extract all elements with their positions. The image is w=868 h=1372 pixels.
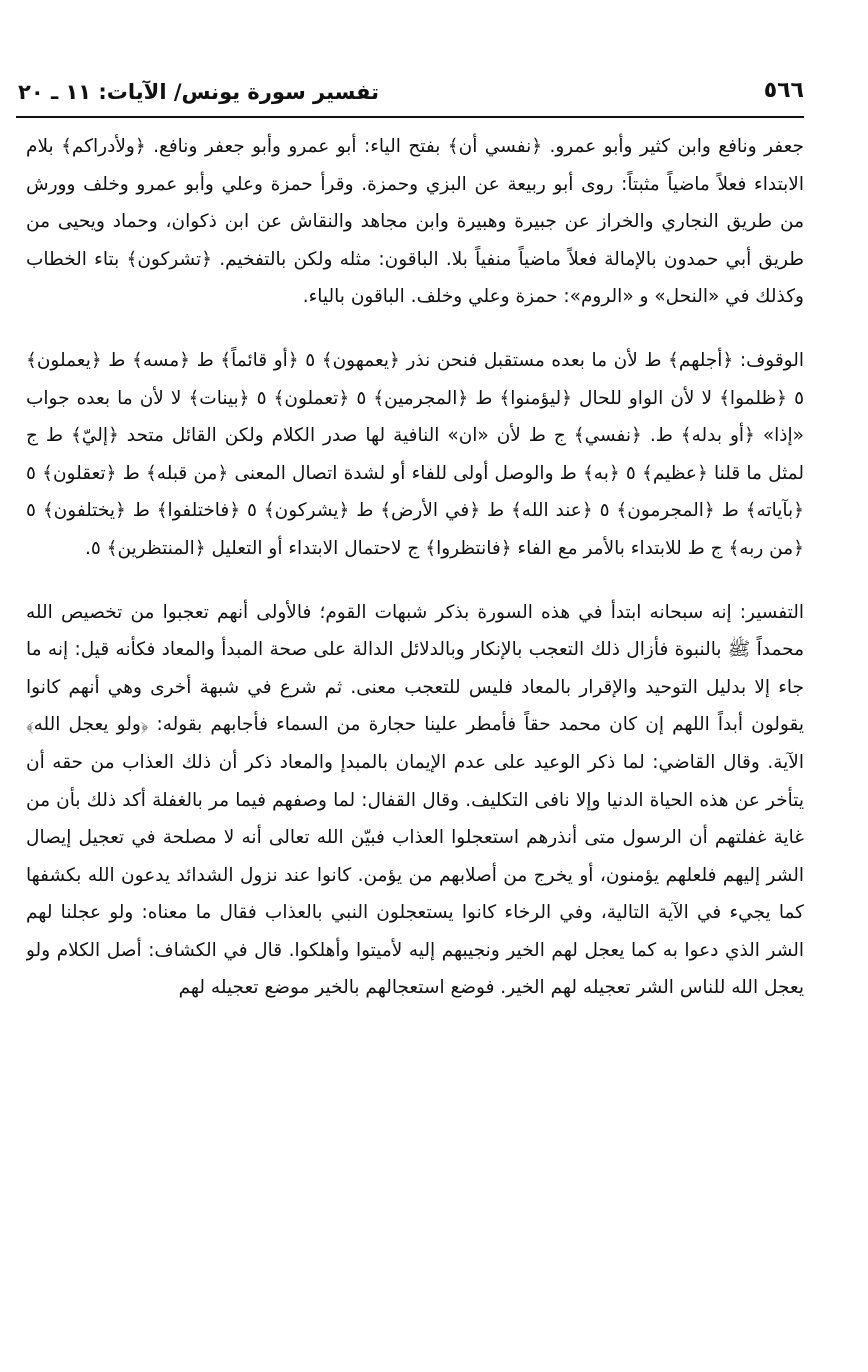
page-body [26, 128, 804, 1332]
wuquf-paragraph: الوقوف: ﴿أجلهم﴾ ط لأن ما بعده مستقبل فنحن نذر ﴿يعمهون﴾ ٥ ﴿أو قائماً﴾ ط ﴿مسه﴾ ط ﴿يعملون﴾ ٥ ﴿ظلموا﴾ لا لأن الواو للحال ﴿ليؤمنوا﴾ ط ﴿المجرمين﴾ ٥ ﴿تعملون﴾ ٥ ﴿بينات﴾ لا لأن ما بعده جواب «إذا» ﴿أو بدله﴾ ط. ﴿نفسي﴾ ج ط لأن «ان» النافية لها صدر الكلام ولكن القائل متحد ﴿إليّ﴾ ط ج لمثل ما قلنا ﴿عظيم﴾ ٥ ﴿به﴾ ط والوصل أولى للفاء أو لشدة اتصال المعنى ﴿من قبله﴾ ط ﴿تعقلون﴾ ٥ ﴿بآياته﴾ ط ﴿المجرمون﴾ ٥ ﴿عند الله﴾ ط ﴿في الأرض﴾ ط ﴿يشركون﴾ ٥ ﴿فاختلفوا﴾ ط ﴿يختلفون﴾ ٥ ﴿من ربه﴾ ج ط للابتداء بالأمر مع الفاء ﴿فانتظروا﴾ ج لاحتمال الابتداء أو التعليل ﴿المنتظرين﴾ ٥. [26, 349, 804, 559]
page-number: ٥٦٦ [763, 78, 804, 103]
qiraat-paragraph: جعفر ونافع وابن كثير وأبو عمرو. ﴿نفسي أن﴾ بفتح الياء: أبو عمرو وأبو جعفر ونافع. ﴿ولأدراكم﴾ بلام الابتداء فعلاً ماضياً مثبتاً: روى أبو ربيعة عن البزي وحمزة. وقرأ حمزة وعلي وأبو عمرو وخلف وورش من طريق النجاري والخراز عن جبيرة وهبيرة وابن مجاهد والنقاش عن ابن ذكوان، وحماد ويحيى من طريق أبي حمدون بالإمالة فعلاً ماضياً منفياً بلا. الباقون: مثله ولكن بالتفخيم. ﴿تشركون﴾ بتاء الخطاب وكذلك في «النحل» و «الروم»: حمزة وعلي وخلف. الباقون بالياء. [26, 136, 804, 308]
tafsir-paragraph: التفسير: إنه سبحانه ابتدأ في هذه السورة بذكر شبهات القوم؛ فالأولى أنهم تعجبوا من تخصيص الله محمداً ﷺ بالنبوة فأزال ذلك التعجب بالإنكار وبالدلائل الدالة على صحة المبدأ والمعاد فكأنه قيل: إنه ما جاء إلا بدليل التوحيد والإقرار بالمعاد فليس للتعجب معنى. ثم شرع في شبهة أخرى وهي أنهم كانوا يقولون أبداً اللهم إن كان محمد حقاً فأمطر علينا حجارة من السماء فأجابهم بقوله: ﴿ولو يعجل الله﴾ الآية. وقال القاضي: لما ذكر الوعيد على عدم الإيمان بالمبدإ والمعاد ذكر أن ذلك العذاب من حقه أن يتأخر عن هذه الحياة الدنيا وإلا نافى التكليف. وقال القفال: لما وصفهم فيما مر بالغفلة أكد ذلك بأن من غاية غفلتهم أن الرسول متى أنذرهم استعجلوا العذاب فبيّن الله تعالى أنه لا مصلحة في تعجيل إيصال الشر إليهم فلعلهم يؤمنون، أو يخرج من أصلابهم من يؤمن. كانوا عند نزول الشدائد يدعون الله بكشفها كما يجيء في الآية التالية، وفي الرخاء كانوا يستعجلون النبي بالعذاب فقال ما معناه: ولو عجلنا لهم الشر الذي دعوا به كما يعجل لهم الخير ونجيبهم إليه لأميتوا وأهلكوا. قال في الكشاف: أصل الكلام ولو يعجل الله للناس الشر تعجيله لهم الخير. فوضع استعجالهم بالخير موضع تعجيله لهم [26, 601, 804, 999]
running-title: تفسير سورة يونس/ الآيات: ١١ ـ ٢٠ [18, 80, 380, 104]
header-divider [16, 116, 804, 118]
page-header [18, 78, 804, 118]
